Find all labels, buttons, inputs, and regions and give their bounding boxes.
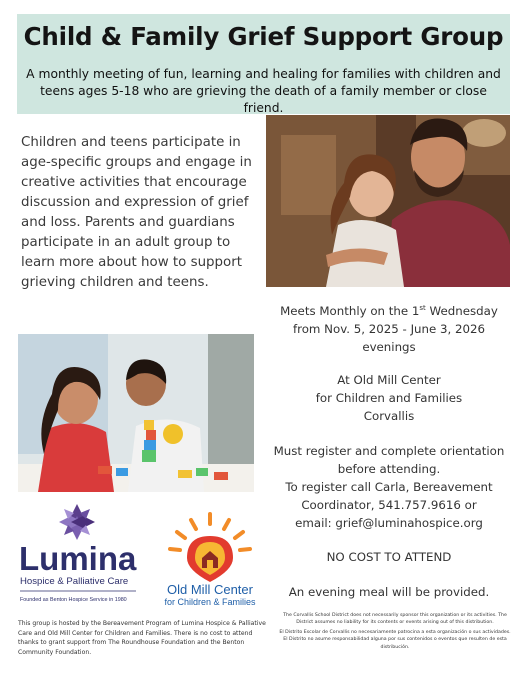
disclaimer-spanish: El Distrito Escolar de Corvallis no necesariamente patrocina a esta organización o sus actividades. El Distrito no asume responsabilidad alguna por sus contenidos o eventos que resulten de esta distribución. [279,629,511,650]
old-mill-tagline: for Children & Families [164,597,256,607]
host-acknowledgement: This group is hosted by the Bereavement Program of Lumina Hospice & Palliative Care and Old Mill Center for Children and Families. There is no cost to attend thanks to grant support from The Roundhouse Foundation and the Benton Community Foundation. [18,620,266,656]
location-line-2: for Children and Families [315,391,463,405]
lumina-founded: Founded as Benton Hospice Service in 1980 [20,597,127,603]
schedule-line-1: Meets Monthly on the 1st Wednesday [280,303,498,318]
header-banner [17,14,510,114]
schedule-line-3: evenings [362,339,416,354]
location-line-3: Corvallis [363,409,415,423]
registration-email[interactable]: email: grief@luminahospice.org [295,516,483,530]
registration-block [272,442,506,532]
lumina-star-icon [59,504,95,540]
location-block [272,371,506,425]
page-subtitle: A monthly meeting of fun, learning and healing for families with children and teens ages 5-18 who are grieving the death of a family member or close friend. [26,67,501,115]
disclaimer-english: The Corvallis School District does not necessarily sponsor this organization or its activities. The District assumes no liability for its contents or events arising out of this distribution. [283,613,507,626]
schedule-line-2: from Nov. 5, 2025 - June 3, 2026 [292,321,486,336]
location-line-1: At Old Mill Center [337,373,441,387]
school-district-disclaimer [277,612,513,651]
registration-line-2: To register call Carla, Bereavement Coordinator, 541.757.9616 or [285,480,493,512]
lumina-logo [18,502,140,610]
meal-note: An evening meal will be provided. [288,585,490,599]
sun-house-icon [170,514,250,582]
page-title: Child & Family Grief Support Group [23,22,504,51]
old-mill-wordmark: Old Mill Center [167,582,253,597]
children-playing-photo [18,334,254,492]
cost-note: NO COST TO ATTEND [326,550,452,564]
schedule-block [272,299,506,356]
intro-paragraph: Children and teens participate in age-specific groups and engage in creative activities that encourage discussion and expression of grief and loss. Parents and guardians participate in an adult group to learn more about how to support grieving children and teens. [21,135,252,290]
lumina-tagline: Hospice & Palliative Care [20,576,129,587]
lumina-wordmark: Lumina [19,540,137,577]
old-mill-center-logo [155,512,265,608]
family-photo [266,115,510,287]
registration-line-1: Must register and complete orientation before attending. [273,444,505,476]
